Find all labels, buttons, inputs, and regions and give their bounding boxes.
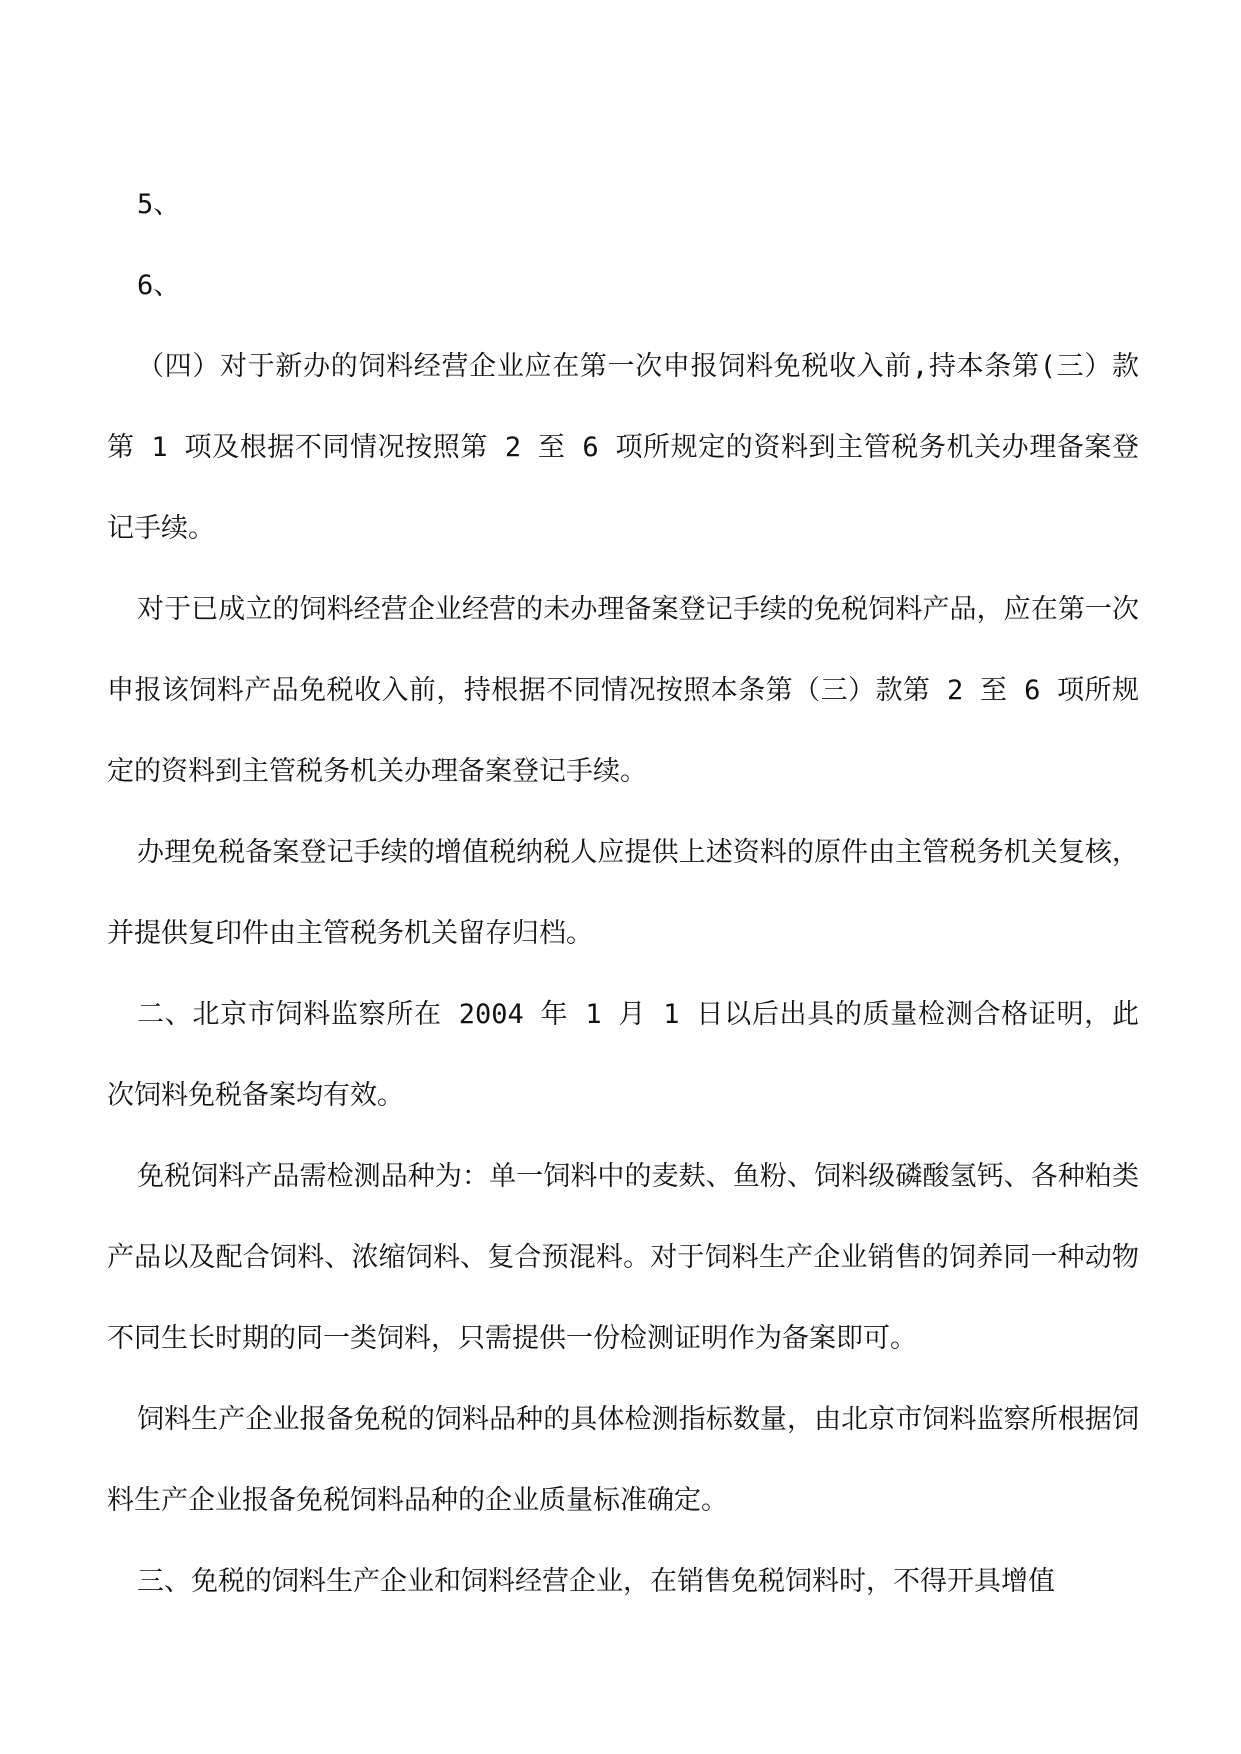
paragraph-existing-enterprises: 对于已成立的饲料经营企业经营的未办理备案登记手续的免税饲料产品，应在第一次申报该饲料产品免税收入前，持根据不同情况按照本条第（三）款第 2 至 6 项所规定的资料到主管税务机关办理备案登记手续。: [107, 594, 1139, 787]
paragraph-test-varieties: 免税饲料产品需检测品种为：单一饲料中的麦麸、鱼粉、饲料级磷酸氢钙、各种粕类产品以及配合饲料、浓缩饲料、复合预混料。对于饲料生产企业销售的饲养同一种动物不同生长时期的同一类饲料，只需提供一份检测证明作为备案即可。: [107, 1161, 1139, 1354]
paragraph-section-3: 三、免税的饲料生产企业和饲料经营企业，在销售免税饲料时，不得开具增值: [137, 1566, 1055, 1597]
paragraph-section-2: 二、北京市饲料监察所在 2004 年 1 月 1 日以后出具的质量检测合格证明，此次饲料免税备案均有效。: [107, 999, 1139, 1111]
paragraph-section-4: （四）对于新办的饲料经营企业应在第一次申报饲料免税收入前,持本条第(三）款第 1 项及根据不同情况按照第 2 至 6 项所规定的资料到主管税务机关办理备案登记手续。: [107, 351, 1139, 544]
paragraph-original-documents: 办理免税备案登记手续的增值税纳税人应提供上述资料的原件由主管税务机关复核，并提供复印件由主管税务机关留存归档。: [107, 837, 1139, 949]
paragraph-item-6: 6、: [137, 270, 181, 301]
paragraph-item-5: 5、: [137, 189, 181, 220]
document-body: [107, 164, 1139, 1622]
paragraph-test-indicators: 饲料生产企业报备免税的饲料品种的具体检测指标数量，由北京市饲料监察所根据饲料生产企业报备免税饲料品种的企业质量标准确定。: [107, 1404, 1139, 1516]
